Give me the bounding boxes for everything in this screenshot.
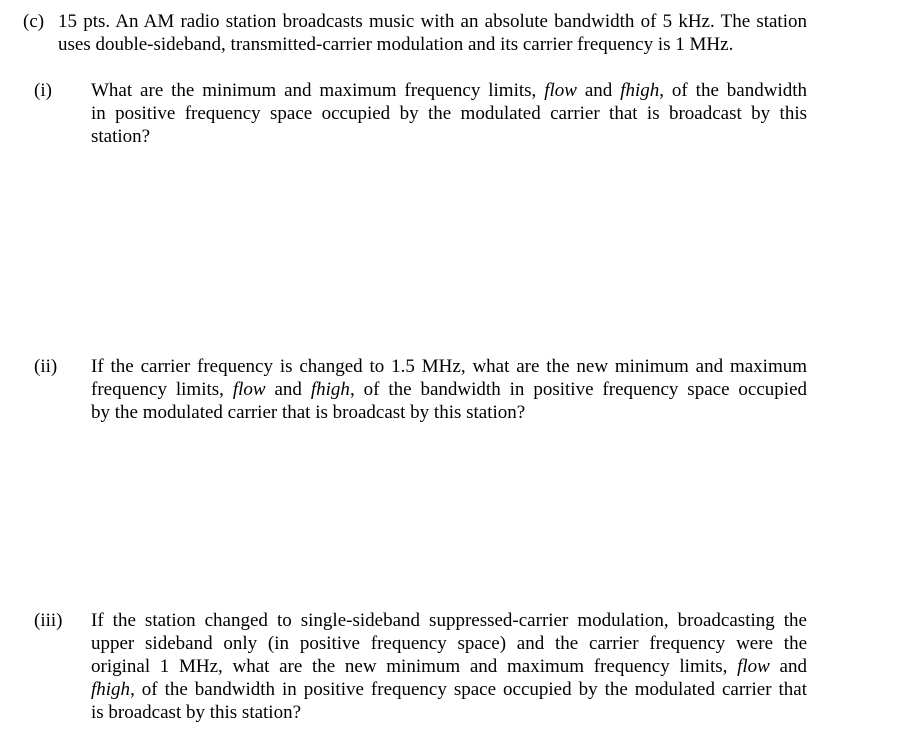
flow-variable: flow	[232, 379, 266, 400]
question-intro-line-1: 15 pts. An AM radio station broadcasts music with an absolute bandwidth of 5 kHz. The station	[58, 11, 807, 32]
part-i-line-1: What are the minimum and maximum frequency limits, flow and fhigh, of the bandwidth	[91, 80, 807, 101]
part-ii-line-2: frequency limits, flow and fhigh, of the bandwidth in positive frequency space occupied	[91, 379, 808, 400]
part-ii-line-1: If the carrier frequency is changed to 1.5 MHz, what are the new minimum and maximum	[91, 356, 807, 377]
question-intro-line-2: uses double-sideband, transmitted-carrier modulation and its carrier frequency is 1 MHz.	[58, 34, 734, 55]
part-ii-line-3: by the modulated carrier that is broadcast by this station?	[91, 402, 526, 423]
part-number: (iii)	[34, 610, 63, 631]
part-i-line-2: in positive frequency space occupied by the modulated carrier that is broadcast by this	[91, 103, 807, 124]
part-iii-line-2: upper sideband only (in positive frequency space) and the carrier frequency were the	[91, 633, 807, 654]
part-iii-line-5: is broadcast by this station?	[91, 702, 302, 723]
flow-variable: flow	[737, 656, 770, 677]
part-iii-line-3: original 1 MHz, what are the new minimum and maximum frequency limits, flow and	[91, 656, 807, 677]
part-number: (ii)	[34, 356, 58, 377]
part-iii-line-4: fhigh, of the bandwidth in positive frequency space occupied by the modulated carrier that	[91, 679, 807, 700]
flow-variable: flow	[544, 80, 577, 101]
question-label: (c)	[23, 11, 45, 32]
part-number: (i)	[34, 80, 52, 101]
part-iii-line-1: If the station changed to single-sideband suppressed-carrier modulation, broadcasting the	[91, 610, 807, 631]
fhigh-variable: fhigh	[620, 80, 660, 101]
fhigh-variable: fhigh	[310, 379, 350, 400]
fhigh-variable: fhigh	[91, 679, 131, 700]
part-i-line-3: station?	[91, 126, 151, 147]
